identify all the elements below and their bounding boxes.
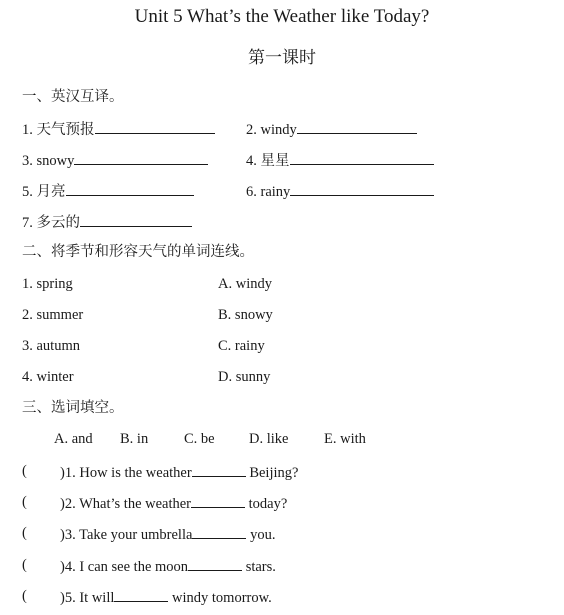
answer-blank[interactable] [188,556,242,571]
answer-paren[interactable]: ( [22,494,27,510]
exercise-item [22,212,192,232]
answer-blank[interactable] [191,493,245,508]
item-text: snowy [36,153,75,169]
page-subtitle: 第一课时 [248,48,316,67]
answer-blank[interactable] [297,119,417,134]
question-text: Beijing? [249,465,299,481]
exercise-item [246,181,434,201]
exercise-item [246,150,434,170]
item-number: 2. [246,122,257,138]
question-text: today? [248,496,288,512]
question-text: What’s the weather [79,496,192,512]
question-text: I can see the moon [79,559,189,575]
question-text: windy tomorrow. [172,590,272,606]
question-number: )1. [60,465,76,481]
exercise-item [246,119,417,139]
answer-paren[interactable]: ( [22,557,27,573]
answer-blank[interactable] [114,587,168,602]
answer-blank[interactable] [192,524,246,539]
weather-word[interactable]: A. windy [218,276,272,292]
question-text: stars. [245,559,276,575]
question-number: )3. [60,527,76,543]
answer-blank[interactable] [95,119,215,134]
question-number: )4. [60,559,76,575]
question-text: you. [250,527,276,543]
word-option: E. with [324,431,366,447]
exercise-item [22,119,215,139]
season-word[interactable]: 3. autumn [22,338,80,354]
question-number: )2. [60,496,76,512]
item-text: windy [260,122,297,138]
word-option: C. be [184,431,215,447]
question-text: It will [79,590,115,606]
item-text: rainy [260,184,291,200]
word-option: D. like [249,431,289,447]
answer-blank[interactable] [192,462,246,477]
season-word[interactable]: 2. summer [22,307,84,323]
question-text: How is the weather [79,465,192,481]
season-word[interactable]: 1. spring [22,276,73,292]
page-title: Unit 5 What’s the Weather like Today? [134,6,430,27]
exercise-item [22,150,208,170]
answer-blank[interactable] [74,150,208,165]
item-text: 月亮 [36,184,66,200]
answer-paren[interactable]: ( [22,588,27,604]
weather-word[interactable]: C. rainy [218,338,265,354]
question-text: Take your umbrella [79,527,193,543]
question-number: )5. [60,590,76,606]
exercise-item [22,181,194,201]
weather-word[interactable]: B. snowy [218,307,273,323]
item-text: 多云的 [36,215,80,231]
answer-blank[interactable] [66,181,194,196]
answer-blank[interactable] [290,181,434,196]
weather-word[interactable]: D. sunny [218,369,271,385]
section2-heading: 二、将季节和形容天气的单词连线。 [22,244,254,260]
section3-heading: 三、选词填空。 [22,400,124,416]
answer-paren[interactable]: ( [22,525,27,541]
answer-blank[interactable] [290,150,434,165]
item-text: 天气预报 [36,122,95,138]
item-number: 5. [22,184,33,200]
section1-heading: 一、英汉互译。 [22,89,124,105]
item-number: 3. [22,153,33,169]
item-number: 1. [22,122,33,138]
word-option: B. in [120,431,149,447]
item-number: 4. [246,153,257,169]
answer-paren[interactable]: ( [22,463,27,479]
season-word[interactable]: 4. winter [22,369,74,385]
item-number: 6. [246,184,257,200]
item-number: 7. [22,215,33,231]
word-option: A. and [54,431,93,447]
item-text: 星星 [260,153,290,169]
answer-blank[interactable] [80,212,192,227]
